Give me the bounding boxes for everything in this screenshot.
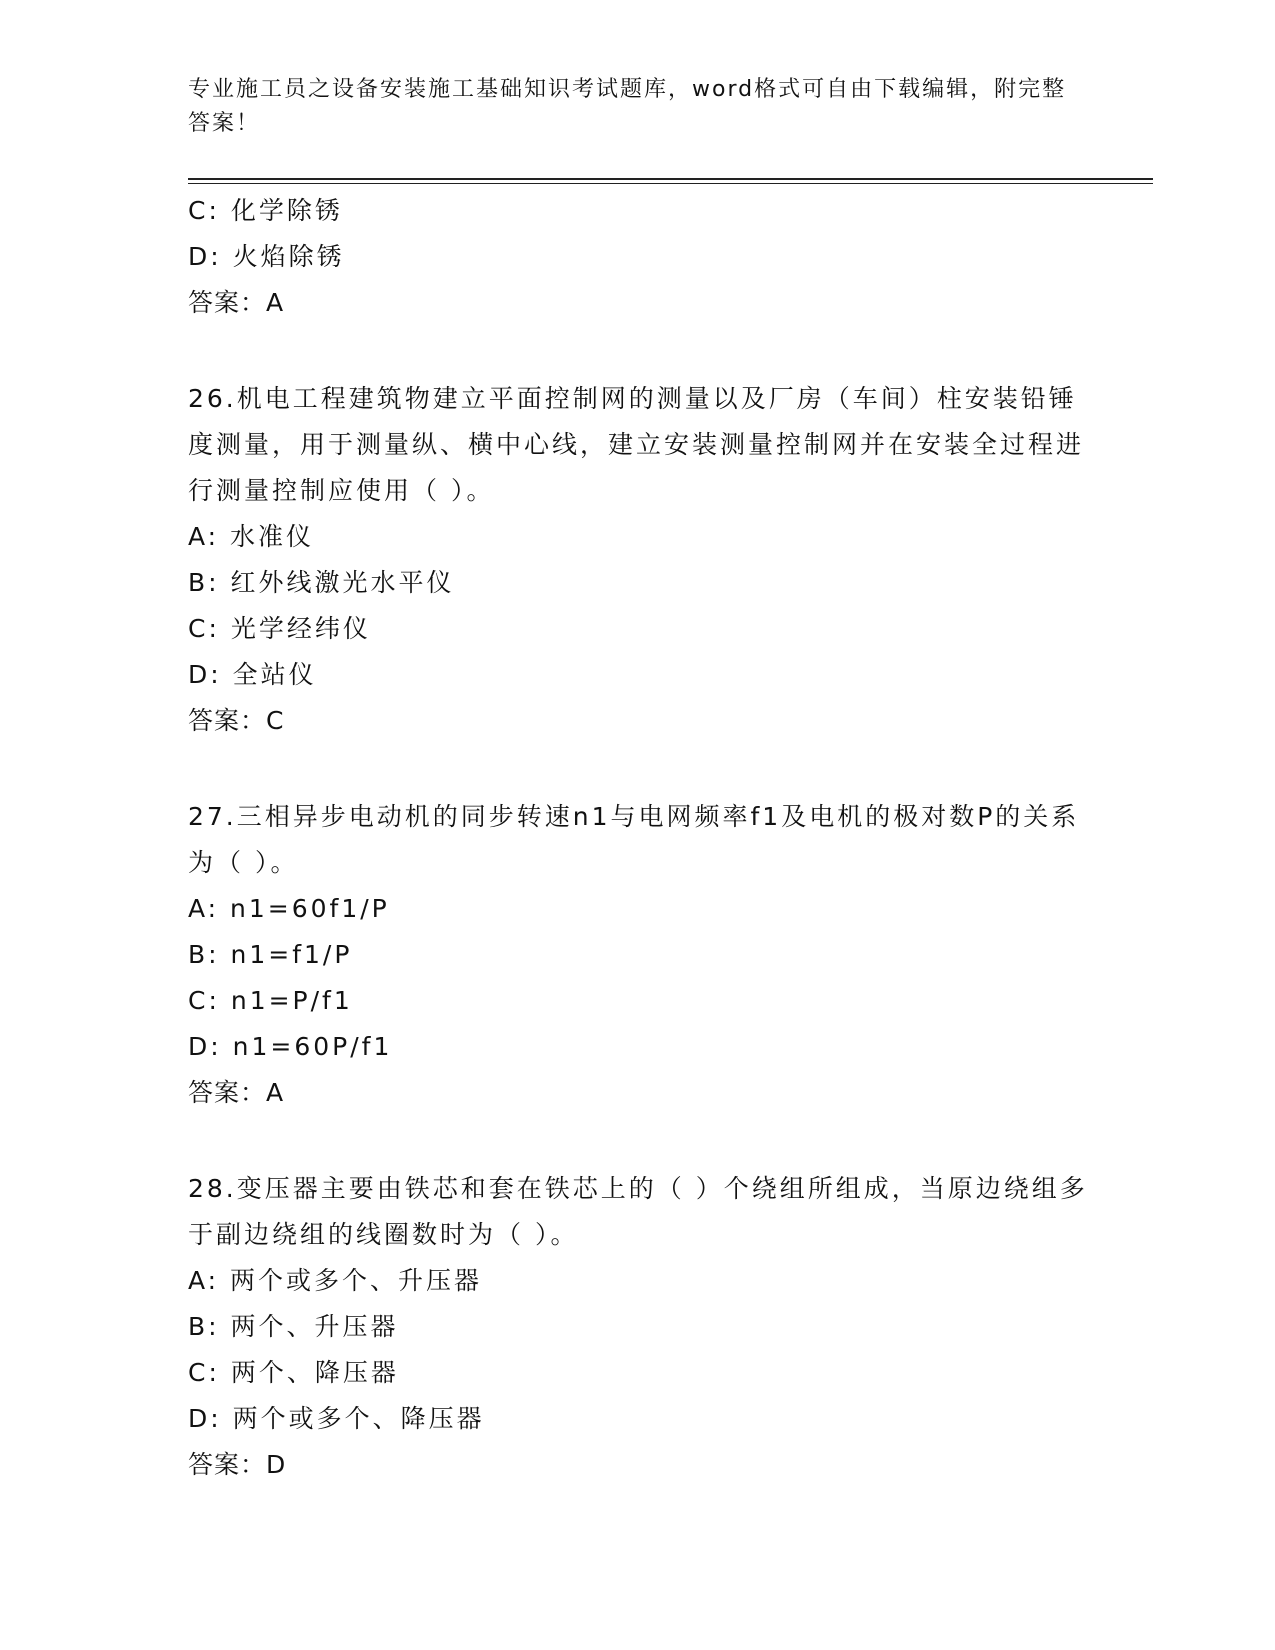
- answer-value: D: [266, 1450, 287, 1479]
- option-letter: D:: [188, 242, 222, 271]
- option-d: [188, 234, 1088, 280]
- option-text: 两个或多个、升压器: [230, 1266, 483, 1295]
- answer-label: 答案：: [188, 706, 267, 735]
- option-text: 光学经纬仪: [230, 614, 371, 643]
- question-26: [188, 376, 1088, 744]
- option-d: [188, 1024, 1088, 1070]
- answer-label: 答案：: [188, 288, 267, 317]
- option-text: 红外线激光水平仪: [230, 568, 455, 597]
- spacer: [188, 1116, 1088, 1166]
- option-text: 两个、降压器: [230, 1358, 399, 1387]
- option-letter: C:: [188, 196, 220, 225]
- option-text: 化学除锈: [230, 196, 343, 225]
- option-letter: C:: [188, 986, 220, 1015]
- answer-line: [188, 280, 1088, 326]
- option-letter: A:: [188, 894, 220, 923]
- question-25-continuation: [188, 188, 1088, 326]
- answer-value: A: [266, 288, 285, 317]
- question-27: [188, 794, 1088, 1116]
- option-c: [188, 606, 1088, 652]
- option-text: 全站仪: [232, 660, 317, 689]
- answer-label: 答案：: [188, 1078, 267, 1107]
- answer-line: [188, 1070, 1088, 1116]
- option-text: n1=P/f1: [230, 986, 353, 1015]
- option-a: [188, 514, 1088, 560]
- answer-label: 答案：: [188, 1450, 267, 1479]
- option-b: [188, 560, 1088, 606]
- option-text: n1=f1/P: [230, 940, 353, 969]
- option-d: [188, 1396, 1088, 1442]
- option-text: 两个或多个、降压器: [232, 1404, 485, 1433]
- option-c: [188, 1350, 1088, 1396]
- option-letter: A:: [188, 522, 220, 551]
- option-a: [188, 886, 1088, 932]
- option-a: [188, 1258, 1088, 1304]
- question-stem: 28.变压器主要由铁芯和套在铁芯上的（ ）个绕组所组成，当原边绕组多于副边绕组的线圈数时为（ ）。: [188, 1174, 1088, 1249]
- header-rule-thick: [188, 178, 1153, 180]
- option-text: 水准仪: [230, 522, 315, 551]
- option-letter: D:: [188, 1032, 222, 1061]
- option-text: 火焰除锈: [232, 242, 345, 271]
- option-letter: C:: [188, 1358, 220, 1387]
- header-rule-thin: [188, 183, 1153, 184]
- option-d: [188, 652, 1088, 698]
- header-text: 专业施工员之设备安装施工基础知识考试题库，word格式可自由下载编辑，附完整答案！: [188, 77, 1067, 136]
- option-letter: A:: [188, 1266, 220, 1295]
- option-c: [188, 978, 1088, 1024]
- option-c: [188, 188, 1088, 234]
- option-letter: C:: [188, 614, 220, 643]
- page-header: [188, 73, 1068, 141]
- option-text: 两个、升压器: [230, 1312, 399, 1341]
- option-letter: D:: [188, 660, 222, 689]
- option-b: [188, 932, 1088, 978]
- option-text: n1=60f1/P: [230, 894, 390, 923]
- question-stem: 27.三相异步电动机的同步转速n1与电网频率f1及电机的极对数P的关系为（ ）。: [188, 802, 1080, 877]
- option-letter: D:: [188, 1404, 222, 1433]
- document-body: [188, 188, 1088, 1488]
- spacer: [188, 326, 1088, 376]
- question-28: [188, 1166, 1088, 1488]
- option-b: [188, 1304, 1088, 1350]
- option-letter: B:: [188, 1312, 220, 1341]
- answer-value: C: [266, 706, 285, 735]
- option-letter: B:: [188, 940, 220, 969]
- answer-line: [188, 1442, 1088, 1488]
- spacer: [188, 744, 1088, 794]
- question-stem: 26.机电工程建筑物建立平面控制网的测量以及厂房（车间）柱安装铅锤度测量，用于测量纵、横中心线，建立安装测量控制网并在安装全过程进行测量控制应使用（ ）。: [188, 384, 1085, 505]
- option-letter: B:: [188, 568, 220, 597]
- option-text: n1=60P/f1: [232, 1032, 393, 1061]
- answer-line: [188, 698, 1088, 744]
- answer-value: A: [266, 1078, 285, 1107]
